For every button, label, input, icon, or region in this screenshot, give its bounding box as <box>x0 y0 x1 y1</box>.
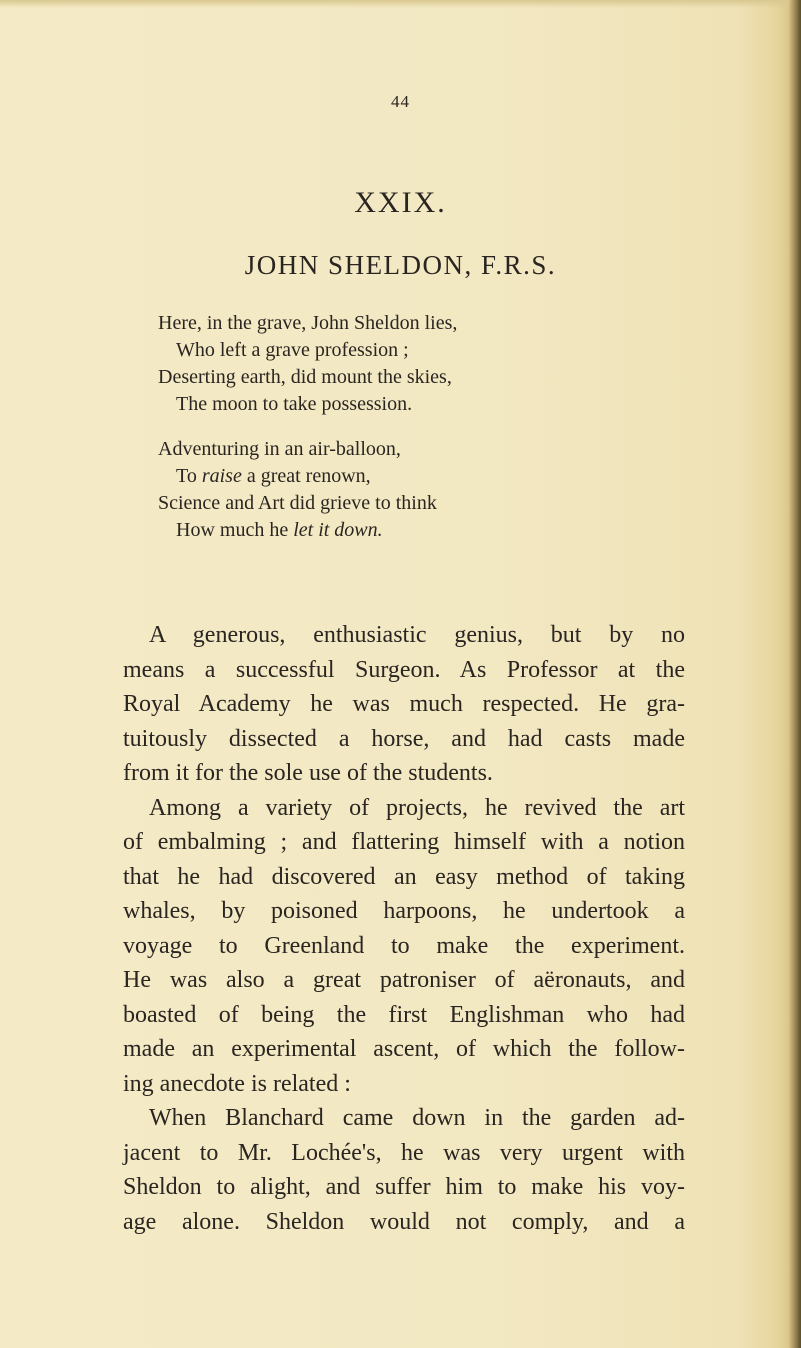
poem-text: Adventuring in an air-balloon, <box>158 438 401 460</box>
text-line: Royal Academy he was much respected. He gra- <box>123 691 685 717</box>
text-line: When Blanchard came down in the garden ad- <box>149 1105 685 1131</box>
poem-text: Science and Art did grieve to think <box>158 492 437 514</box>
page-top-shadow <box>0 0 801 8</box>
poem-line <box>158 436 401 463</box>
text-line: made an experimental ascent, of which the follow- <box>123 1036 685 1062</box>
poem-line: Who left a grave profession ; <box>176 339 409 361</box>
poem-line: The moon to take possession. <box>176 393 413 415</box>
poem-text: How much he <box>176 519 294 541</box>
text-line: boasted of being the first Englishman who had <box>123 1001 685 1028</box>
text-line: age alone. Sheldon would not comply, and a <box>123 1208 685 1235</box>
poem-italic: let it down. <box>293 519 383 541</box>
text-line: Among a variety of projects, he revived the art <box>149 794 685 821</box>
body-text <box>123 618 685 1239</box>
text-line: whales, by poisoned harpoons, he undertook a <box>123 898 685 924</box>
text-line: He was also a great patroniser of aëronauts, and <box>123 967 685 993</box>
chapter-numeral: XXIX. <box>354 186 447 219</box>
text-line: ing anecdote is related : <box>123 1070 351 1097</box>
poem-line: Deserting earth, did mount the skies, <box>158 366 452 388</box>
text-line: voyage to Greenland to make the experiment. <box>123 932 685 959</box>
text-line: means a successful Surgeon. As Professor at the <box>123 656 685 683</box>
section-heading: JOHN SHELDON, F.R.S. <box>244 250 557 280</box>
text-line: A generous, enthusiastic genius, but by no <box>149 622 685 648</box>
poem-line <box>176 463 371 490</box>
poem-line <box>158 490 437 517</box>
poem-text: To <box>176 465 202 487</box>
text-line: tuitously dissected a horse, and had casts made <box>123 725 685 752</box>
poem-line <box>176 517 383 544</box>
poem-text: a great renown, <box>241 465 371 487</box>
text-line: from it for the sole use of the students. <box>123 760 493 786</box>
page-number: 44 <box>391 92 410 111</box>
text-line: jacent to Mr. Lochée's, he was very urgent with <box>123 1139 685 1166</box>
text-line: Sheldon to alight, and suffer him to make his voy- <box>123 1174 685 1200</box>
text-line: of embalming ; and flattering himself with a notion <box>123 829 685 855</box>
text-line: that he had discovered an easy method of taking <box>123 863 685 890</box>
poem-line: Here, in the grave, John Sheldon lies, <box>158 312 458 334</box>
poem-italic: raise <box>201 465 242 487</box>
